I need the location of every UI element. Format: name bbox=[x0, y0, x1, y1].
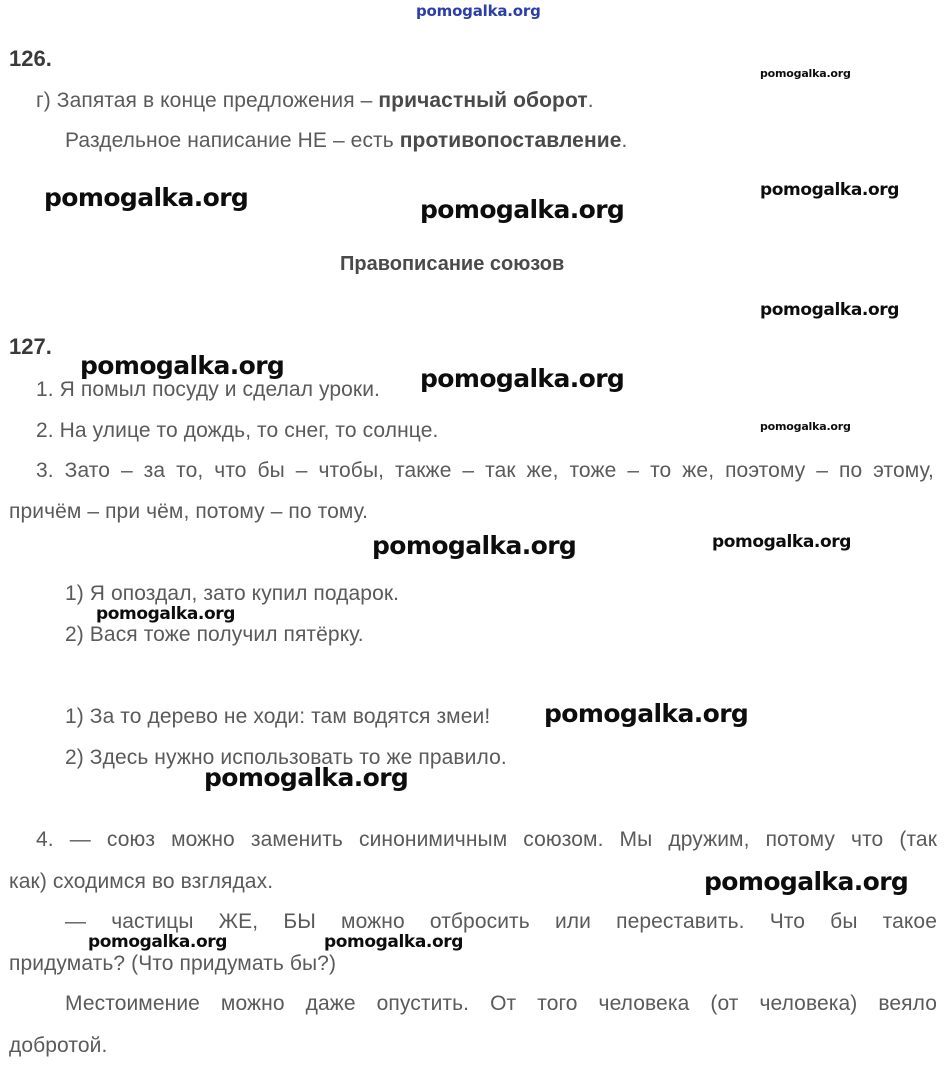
watermark: pomogalka.org bbox=[44, 183, 249, 212]
ex127-example-a1: 1) Я опоздал, зато купил подарок. bbox=[65, 582, 400, 605]
watermark: pomogalka.org bbox=[760, 300, 899, 320]
watermark: pomogalka.org bbox=[420, 364, 625, 393]
ex127-item-4-line-5: Местоимение можно даже опустить. От того человека (от человека) веяло bbox=[65, 992, 937, 1015]
ex126-line-2-bold: противопоставление bbox=[399, 129, 622, 152]
exercise-number-126: 126. bbox=[9, 46, 52, 71]
watermark: pomogalka.org bbox=[96, 604, 235, 624]
watermark: pomogalka.org bbox=[704, 867, 909, 896]
watermark: pomogalka.org bbox=[760, 420, 851, 433]
top-watermark: pomogalka.org bbox=[416, 2, 541, 20]
ex127-example-a2: 2) Вася тоже получил пятёрку. bbox=[65, 623, 364, 646]
exercise-number-127: 127. bbox=[9, 334, 52, 359]
ex126-line-2-end: . bbox=[621, 129, 628, 152]
ex126-line-1-text: г) Запятая в конце предложения – bbox=[36, 89, 379, 112]
ex126-line-1-bold: причастный оборот bbox=[378, 89, 588, 112]
ex126-line-1-end: . bbox=[587, 89, 594, 112]
ex127-item-3-line-1: 3. Зато – за то, что бы – чтобы, также – так же, тоже – то же, поэтому – по этому, bbox=[36, 459, 934, 482]
ex126-line-1 bbox=[36, 88, 594, 114]
watermark: pomogalka.org bbox=[760, 180, 899, 200]
ex127-example-b2: 2) Здесь нужно использовать то же правило. bbox=[65, 746, 507, 769]
watermark: pomogalka.org bbox=[324, 932, 463, 952]
watermark: pomogalka.org bbox=[88, 932, 227, 952]
watermark: pomogalka.org bbox=[544, 699, 749, 728]
ex127-item-4-line-3: — частицы ЖЕ, БЫ можно отбросить или переставить. Что бы такое bbox=[65, 910, 937, 933]
ex126-line-2 bbox=[65, 128, 627, 154]
ex127-example-b1: 1) За то дерево не ходи: там водятся змеи! bbox=[65, 705, 491, 728]
ex126-line-2-text: Раздельное написание НЕ – есть bbox=[65, 129, 400, 152]
ex127-item-4-line-2: как) сходимся во взглядах. bbox=[9, 870, 274, 893]
ex127-item-4-line-6: добротой. bbox=[9, 1034, 108, 1057]
watermark: pomogalka.org bbox=[80, 351, 285, 380]
watermark: pomogalka.org bbox=[760, 67, 851, 80]
ex127-item-1: 1. Я помыл посуду и сделал уроки. bbox=[36, 378, 380, 401]
watermark: pomogalka.org bbox=[712, 532, 851, 552]
ex127-item-4-line-1: 4. — союз можно заменить синонимичным союзом. Мы дружим, потому что (так bbox=[36, 828, 937, 851]
ex127-item-3-line-2: причём – при чём, потому – по тому. bbox=[9, 500, 369, 523]
ex127-item-4-line-4: придумать? (Что придумать бы?) bbox=[9, 952, 337, 975]
section-heading: Правописание союзов bbox=[340, 253, 565, 275]
watermark: pomogalka.org bbox=[420, 195, 625, 224]
ex127-item-2: 2. На улице то дождь, то снег, то солнце. bbox=[36, 419, 439, 442]
watermark: pomogalka.org bbox=[372, 531, 577, 560]
watermark: pomogalka.org bbox=[204, 763, 409, 792]
